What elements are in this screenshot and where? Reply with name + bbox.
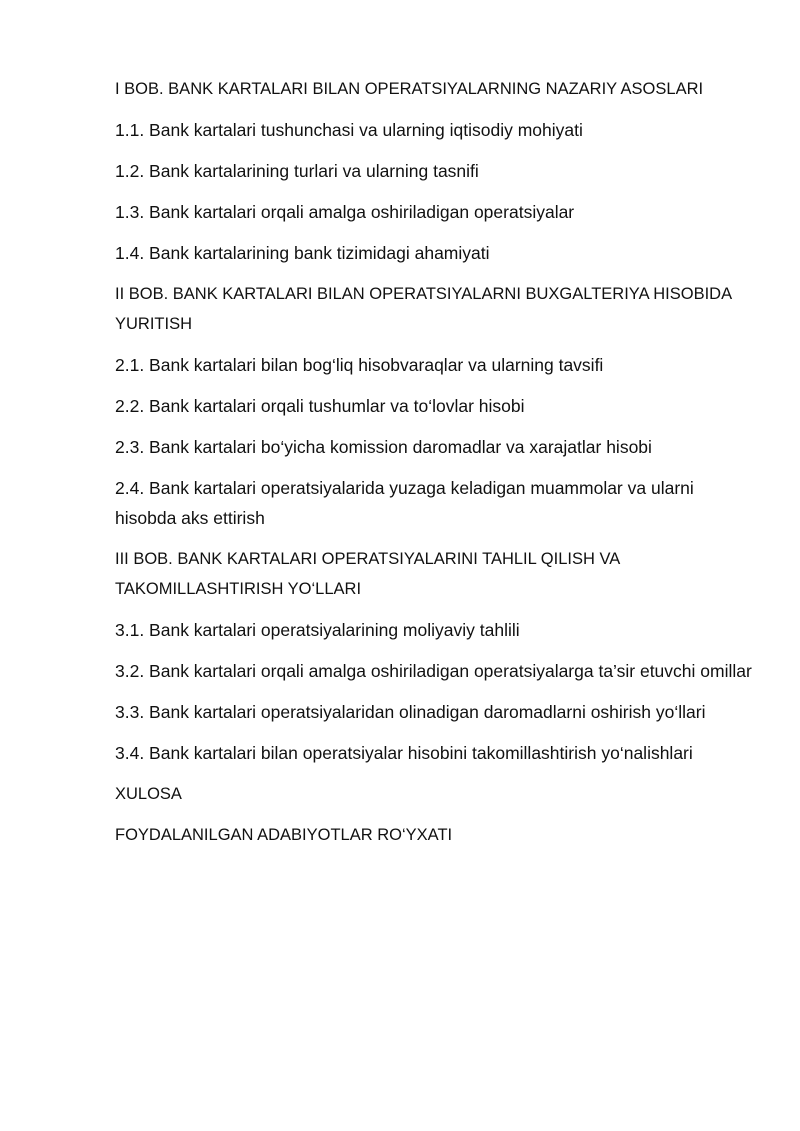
section-1-1: 1.1. Bank kartalari tushunchasi va ularning iqtisodiy mohiyati [115,120,583,140]
section-2-2: 2.2. Bank kartalari orqali tushumlar va to‘lovlar hisobi [115,396,525,416]
chapter-2-heading: II BOB. BANK KARTALARI BILAN OPERATSIYALARNI BUXGALTERIYA HISOBIDA YURITISH [115,285,732,333]
section-2-3: 2.3. Bank kartalari bo‘yicha komission daromadlar va xarajatlar hisobi [115,437,652,457]
section-1-3: 1.3. Bank kartalari orqali amalga oshiriladigan operatsiyalar [115,202,575,222]
section-1-2: 1.2. Bank kartalarining turlari va ularning tasnifi [115,161,479,181]
section-3-3: 3.3. Bank kartalari operatsiyalaridan olinadigan daromadlarni oshirish yo‘llari [115,702,706,722]
section-3-1: 3.1. Bank kartalari operatsiyalarining moliyaviy tahlili [115,620,520,640]
conclusion-heading: XULOSA [115,785,182,803]
section-3-2: 3.2. Bank kartalari orqali amalga oshiriladigan operatsiyalarga ta’sir etuvchi omillar [115,661,752,681]
table-of-contents [115,74,755,861]
chapter-1-heading: I BOB. BANK KARTALARI BILAN OPERATSIYALARNING NAZARIY ASOSLARI [115,80,704,98]
bibliography-heading: FOYDALANILGAN ADABIYOTLAR RO‘YXATI [115,826,453,844]
section-2-1: 2.1. Bank kartalari bilan bog‘liq hisobvaraqlar va ularning tavsifi [115,355,604,375]
section-2-4: 2.4. Bank kartalari operatsiyalarida yuzaga keladigan muammolar va ularni hisobda aks ettirish [115,478,694,528]
section-1-4: 1.4. Bank kartalarining bank tizimidagi ahamiyati [115,243,490,263]
chapter-3-heading: III BOB. BANK KARTALARI OPERATSIYALARINI TAHLIL QILISH VA TAKOMILLASHTIRISH YO‘LLARI [115,550,620,598]
section-3-4: 3.4. Bank kartalari bilan operatsiyalar hisobini takomillashtirish yo‘nalishlari [115,743,693,763]
